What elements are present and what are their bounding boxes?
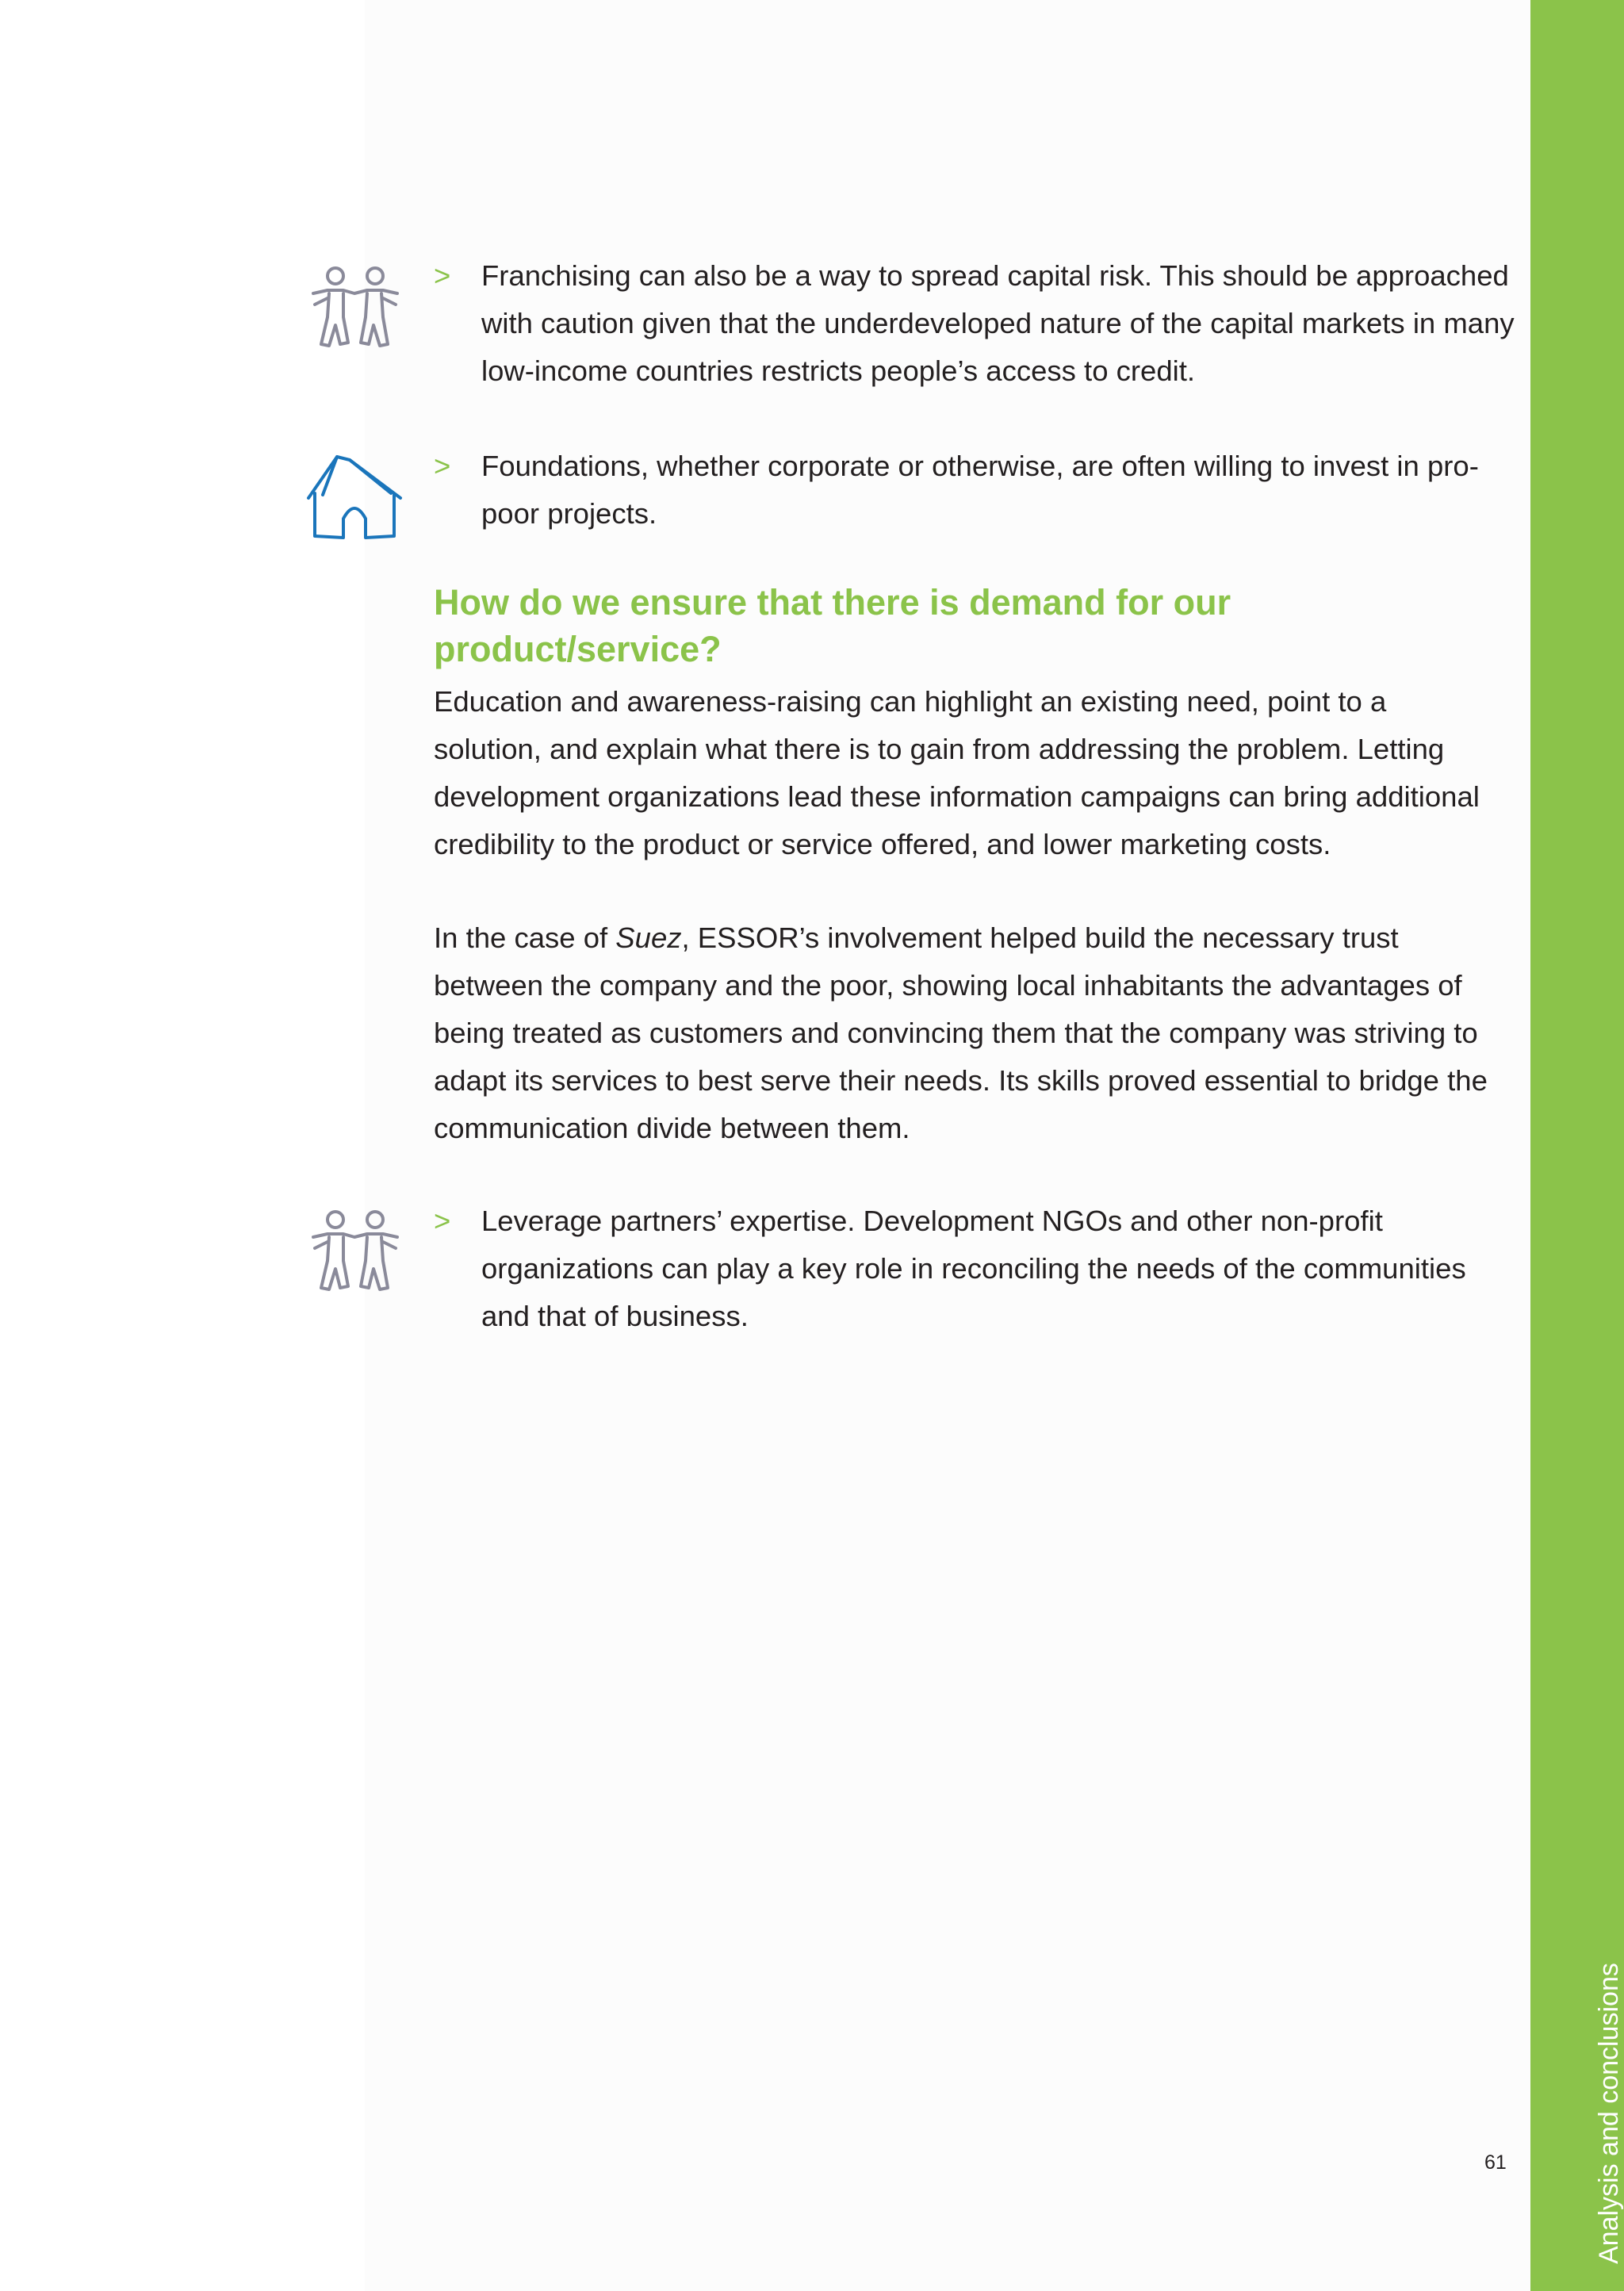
section-heading: How do we ensure that there is demand for our product/service?	[434, 582, 1231, 669]
paragraph-education: Education and awareness-raising can highlight an existing need, point to a solution, and explain what there is to gain from addressing the problem. Letting development organizations lead these information campaigns can bring additional credibility to the product or service offered, and lower marketing costs.	[434, 685, 1480, 860]
sidebar-label: Analysis and conclusions	[1594, 1963, 1624, 2264]
bullet-marker: >	[434, 450, 451, 482]
sidebar-band	[1530, 0, 1624, 2291]
bullet-marker: >	[434, 1205, 451, 1237]
bullet-marker: >	[434, 259, 451, 292]
page-number: 61	[1484, 2151, 1507, 2174]
people-icon	[305, 262, 404, 349]
house-icon	[305, 454, 404, 541]
bullet-text: Franchising can also be a way to spread capital risk. This should be approached with caution given that the underdeveloped nature of the capital markets in many low-income countries restricts people’s access to credit.	[481, 259, 1515, 387]
people-icon	[305, 1205, 404, 1293]
company-name: Suez	[615, 921, 682, 954]
bullet-text: Foundations, whether corporate or otherwise, are often willing to invest in pro-poor projects.	[481, 450, 1479, 530]
paragraph-rest: , ESSOR’s involvement helped build the necessary trust between the company and the poor, showing local inhabitants the advantages of being treated as customers and convincing them that the company was striving to adapt its services to best serve their needs. Its skills proved essential to bridge the communication divide between them.	[434, 921, 1488, 1144]
paragraph-prefix: In the case of	[434, 921, 616, 954]
paragraph-suez	[434, 914, 1488, 1152]
bullet-text: Leverage partners’ expertise. Development NGOs and other non-profit organizations can play a key role in reconciling the needs of the communities and that of business.	[481, 1205, 1466, 1332]
